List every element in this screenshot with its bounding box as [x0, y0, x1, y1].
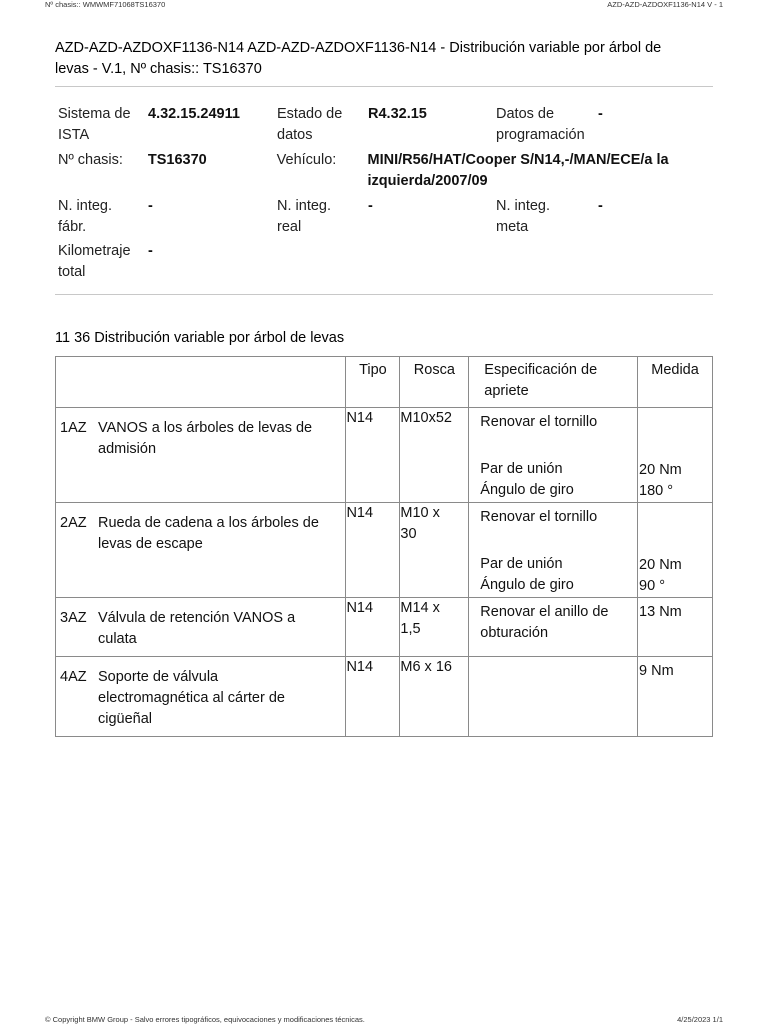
- table-row: [56, 503, 713, 598]
- position-number: 2AZ: [60, 515, 87, 531]
- especificacion-cell: Renovar el tornillo Par de unión Ángulo de giro: [469, 408, 638, 503]
- table-header-row: [56, 357, 713, 408]
- header-medida: Medida: [638, 357, 713, 408]
- chasis-label: Nº chasis:: [58, 152, 123, 168]
- especificacion-cell: Renovar el anillo de obturación: [469, 598, 638, 657]
- position-number: 3AZ: [60, 610, 87, 626]
- info-divider: [55, 294, 713, 295]
- estado-datos-label: Estado de datos: [277, 106, 343, 143]
- document-title: [55, 38, 715, 80]
- kilometraje-label: Kilometraje total: [58, 243, 131, 280]
- table-row: [56, 408, 713, 503]
- ista-value: 4.32.15.24911: [148, 106, 240, 122]
- header-rosca: Rosca: [400, 357, 469, 408]
- datos-programacion-label: Datos de programación: [496, 106, 585, 143]
- document-title-line-1: AZD-AZD-AZDOXF1136-N14 AZD-AZD-AZDOXF1136-N14 - Distribución variable por árbol de: [55, 40, 662, 56]
- position-description: Rueda de cadena a los árboles de levas de escape: [98, 515, 319, 552]
- integ-meta-value: -: [598, 198, 603, 214]
- datos-programacion-value: -: [598, 106, 603, 122]
- position-cell: [56, 598, 346, 657]
- vehiculo-value: MINI/R56/HAT/Cooper S/N14,-/MAN/ECE/a la izquierda/2007/09: [367, 152, 669, 189]
- info-row-vehicle: [55, 150, 715, 192]
- info-block: [55, 104, 715, 283]
- rosca-cell: M6 x 16: [400, 657, 469, 737]
- integ-real-label: N. integ. real: [277, 198, 331, 235]
- tipo-cell: N14: [346, 503, 400, 598]
- document-title-line-2: levas - V.1, Nº chasis:: TS16370: [55, 61, 262, 77]
- rosca-cell: M10x52: [400, 408, 469, 503]
- integ-real-value: -: [368, 198, 373, 214]
- medida-cell: 9 Nm: [638, 657, 713, 737]
- header-position: [56, 357, 346, 408]
- page-header: [0, 0, 768, 14]
- title-divider: [55, 86, 713, 87]
- position-number: 4AZ: [60, 669, 87, 685]
- header-especificacion: Especificación de apriete: [469, 357, 638, 408]
- vehiculo-label: Vehículo:: [276, 152, 337, 168]
- chasis-value: TS16370: [147, 152, 207, 168]
- footer-copyright: © Copyright BMW Group - Salvo errores tipográficos, equivocaciones y modificaciones técnicas.: [45, 1015, 365, 1024]
- section-title: 11 36 Distribución variable por árbol de levas: [55, 330, 345, 346]
- ista-label: Sistema de ISTA: [58, 106, 131, 143]
- medida-cell: 13 Nm: [638, 598, 713, 657]
- position-description: Válvula de retención VANOS a culata: [98, 610, 296, 647]
- position-number: 1AZ: [60, 420, 87, 436]
- torque-spec-table: [55, 356, 713, 737]
- footer-date-page: 4/25/2023 1/1: [677, 1015, 723, 1024]
- table-row: [56, 598, 713, 657]
- info-row-km: [55, 241, 715, 283]
- kilometraje-value: -: [148, 243, 153, 259]
- medida-cell: 20 Nm 180 °: [638, 408, 713, 503]
- estado-datos-value: R4.32.15: [368, 106, 427, 122]
- info-row-system: [55, 104, 715, 146]
- integ-meta-label: N. integ. meta: [496, 198, 550, 235]
- medida-cell: 20 Nm 90 °: [638, 503, 713, 598]
- rosca-cell: M14 x 1,5: [400, 598, 469, 657]
- especificacion-cell: Renovar el tornillo Par de unión Ángulo de giro: [469, 503, 638, 598]
- tipo-cell: N14: [346, 657, 400, 737]
- integ-fabr-value: -: [148, 198, 153, 214]
- header-chassis-number: Nº chasis:: WMWMF71068TS16370: [45, 0, 166, 9]
- especificacion-cell: [469, 657, 638, 737]
- tipo-cell: N14: [346, 408, 400, 503]
- position-cell: [56, 408, 346, 503]
- position-cell: [56, 503, 346, 598]
- table-row: [56, 657, 713, 737]
- integ-fabr-label: N. integ. fábr.: [58, 198, 112, 235]
- position-cell: [56, 657, 346, 737]
- header-document-code: AZD-AZD-AZDOXF1136-N14 V - 1: [607, 0, 723, 9]
- tipo-cell: N14: [346, 598, 400, 657]
- header-tipo: Tipo: [346, 357, 400, 408]
- position-description: VANOS a los árboles de levas de admisión: [98, 420, 313, 457]
- position-description: Soporte de válvula electromagnética al cárter de cigüeñal: [98, 669, 285, 727]
- info-row-integ: [55, 196, 715, 238]
- rosca-cell: M10 x 30: [400, 503, 469, 598]
